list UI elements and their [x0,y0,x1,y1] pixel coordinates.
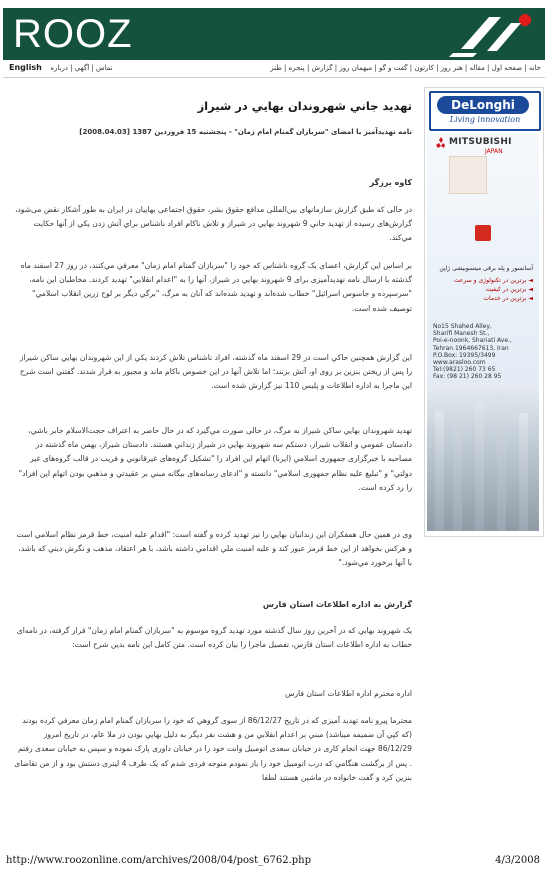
bullet-item: ◄ برترین در کیفیت [485,286,533,293]
english-link[interactable]: English [9,63,42,72]
rooz-logo[interactable]: ROOZ [13,12,133,56]
address-line: Tehran 1964667613, Iran [433,344,509,352]
article-author: کاوه برزگر [369,178,412,187]
sidebar-ads [424,87,544,537]
mitsubishi-brand: MITSUBISHI [449,137,512,147]
page-url[interactable]: http://www.roozonline.com/archives/2008/04/post_6762.php [6,855,312,866]
nav-bar [3,63,545,78]
address-line: www.arasloo.com [433,359,486,367]
article-paragraph: وی در همين حال همفکران اين زندانيان بهايي را نيز تهديد کرده و گفته است: "اقدام عليه امنيت، خط قرمز نظام اسلامي است و هرکس بخواهد از اين خط قرمز عبور کند و عليه امنيت ملي اقدامي داشته باشد، با هر اعتقاد، مذهب و نگرش ديني که باشد، با آنها برخورد مي‌شود." [16,530,412,568]
address-line: Tel:(9821) 260 73 65 [433,366,496,374]
elevator-product-image [449,156,487,194]
address-line: Fax: (98 21) 260 28 95 [433,373,502,381]
delonghi-ad[interactable] [429,91,541,131]
print-date: 4/3/2008 [495,855,540,866]
article-byline: نامه تهديدآميز با امضای "سربازان گمنام امام زمان" - پنجشنبه 15 فروردين 1387 [2008.04.03] [79,128,412,136]
article-paragraph: يک شهروند بهايي که در آخرين روز سال گذشته مورد تهديد گروه موسوم به "سربازان گمنام امام زمان" قرار گرفته، در نامه‌ای خطاب به اداره اطلاعات استان فارس، تفصيل ماجرا را بيان کرده است. متن کامل اين نامه بدين شرح است: [16,626,412,650]
address-line: P.O.Box: 19395/3499 [433,351,496,359]
delonghi-tagline: Living innovation [449,115,521,124]
address-line: Poi-e-noonk, Shariati Ave., [433,337,512,345]
article-subheading: گزارش به اداره اطلاعات استان فارس [262,600,412,609]
print-footer [0,855,550,869]
nav-secondary-links[interactable]: تماس | آگهي | درباره [50,64,113,72]
article-paragraph: در حالی که طبق گزارش سازمانهای بین‌المللی مدافع حقوق بشر، حقوق اجتماعی بهاییان در ايران به طور آشکار نقض می‌شود، گزارش‌های رسیده از تهديد جاني 9 شهروند بهايي در شيراز و تلاش ناکام افراد ناشناس براي آتش زدن يکي از آنها حکايت مي‌کند. [14,205,412,243]
article-paragraph: محترما پيرو نامه تهديد آميزی که در تاريخ 86/12/27 از سوی گروهي که خود را سربازان گمنام امام زمان معرفي کرده بودند (که کپي آن ضميمه ميباشد) مبني بر اعدام انقلابي من و هشت نفر ديگر به دليل بهايي بودن در ملا عام، در تاريخ امروز 86/12/29 جهت انجام کاری در خيابان سعدی اتومبيل وانت خود را در خيابان داوری پارک نموده و سپس به خيابان سعدی رفتم . پس از برگشت هنگامي که درب اتومبيل خود را باز نمودم متوجه فردی شدم که يک ظرف 4 ليتری دستش بود و از من تقاضای بنزين کرد و گفت خانواده در ماشين هستند لطفا [14,716,412,782]
bullet-item: ◄ برترین در تکنولوژی و سرعت [453,277,533,284]
building-photo [427,383,539,531]
rooz-fa-logo-icon[interactable] [447,11,537,59]
arasloo-logo-icon [475,225,491,241]
article-paragraph: تهديد شهروندان بهايي ساکن شيراز به مرگ، در حالی صورت مي‌گيرد که در حال حاضر به اعتراف حجت‌الاسلام جابر باشي، دادستان عمومي و انقلاب شيراز، دستکم سه شهروند بهايي در شيراز زنداني هستند. دادستان شيراز، بهمن ماه گذشته در مصاحبه با خبرگزاری جمهوری اسلامي (ايرنا) اتهام اين افراد را "تشکيل گروه‌های غيرقانوني و فريب در قالب گروه‌های غير دولتي" و "تبليغ عليه نظام جمهوری اسلامي" دانسته و "ادعای رسانه‌های بيگانه مبني بر عقيدتي و مذهبي بودن اتهام اين افراد" را رد کرده است. [18,426,412,492]
mitsubishi-fa-heading: آسانسور و پله برقی میتسوبیشی ژاپن [439,265,533,272]
delonghi-brand: DeLonghi [437,96,529,114]
article-paragraph: بر اساس اين گزارش، اعضای يک گروه ناشناس که خود را "سربازان گمنام امام زمان" معرفي مي‌کنند، در روز 27 اسفند ماه گذشته با ارسال نامه تهديدآميزی برای 9 شهروند بهايي در شيراز، آنها را به "اعدام انقلابي" تهديد کردند. مخاطبان اين نامه، "سرسپرده و جاسوس اسرائيل" خطاب شده‌اند و تهديد شده‌اند که آنان به مرگ، "برگي ديگر بر لوح زرين انقلاب اسلامي" توصيف شده است. [20,261,412,313]
address-line: Sharifi Manesh St., [433,330,490,338]
mitsubishi-diamonds-icon [435,137,447,148]
bullet-item: ◄ برترین در خدمات [483,295,533,302]
mitsubishi-sub: JAPAN [485,148,503,155]
site-header [3,8,545,60]
article-paragraph: اداره محترم اداره اطلاعات استان فارس [285,689,412,698]
address-block [433,323,512,381]
mitsubishi-bullets [427,276,533,303]
nav-main-links[interactable]: خانه | صفحه اول | مقاله | هنر روز | کارتون | گفت و گو | میهمان روز | گزارش | پنجره | طنز [270,64,541,72]
mitsubishi-ad[interactable] [427,133,539,531]
article-paragraph: اين گزارش همچنين حاکي است در 29 اسفند ماه گذشته، افراد ناشناس تلاش کردند يکي از اين شهروندان بهايي ساکن شيراز را پس از ريختن بنزين بر روی او، آتش بزنند؛ اما تلاش آنها در اين خصوص ناکام ماند و مجبور به فرار شدند. گفتني است شرح اين ماجرا به اداره اطلاعات و پليس 110 نيز گزارش شده است. [19,353,412,391]
nav-secondary [9,63,113,72]
address-line: No15 Shahed Alley, [433,323,492,330]
article-title: تهديد جاني شهروندان بهايي در شيراز [197,99,412,113]
